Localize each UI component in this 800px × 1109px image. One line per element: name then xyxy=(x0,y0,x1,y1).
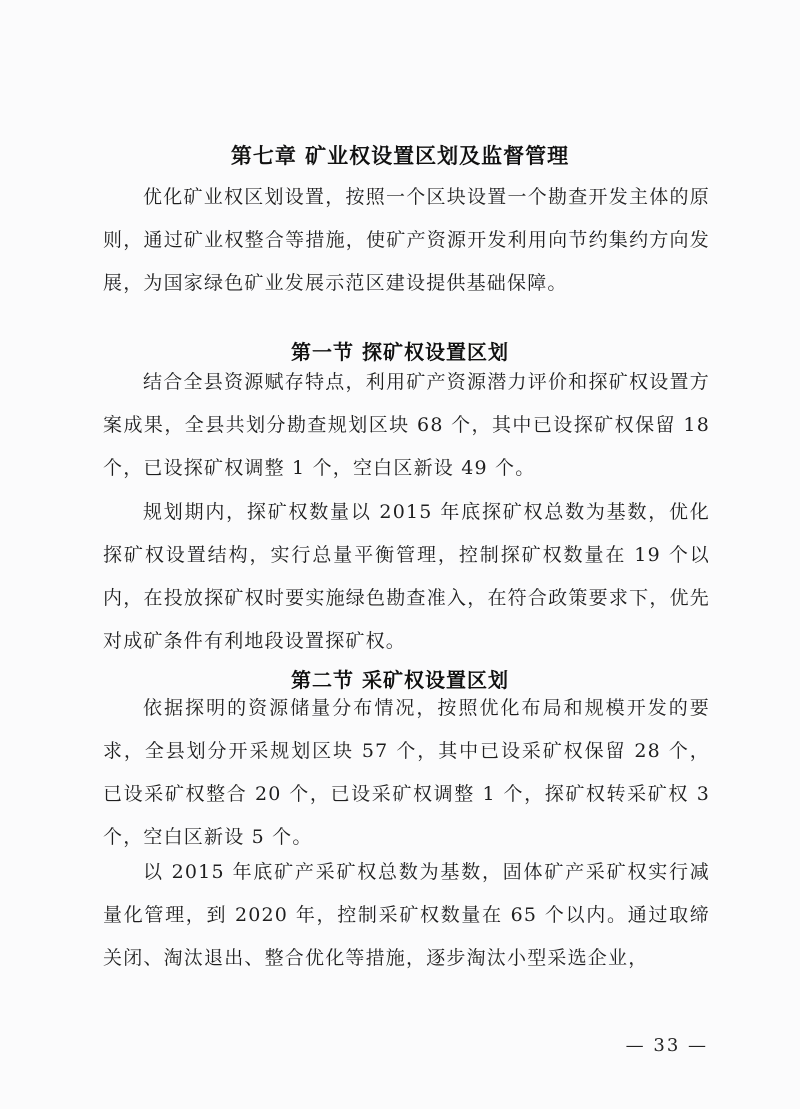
paragraph: 结合全县资源赋存特点，利用矿产资源潜力评价和探矿权设置方案成果，全县共划分勘查规划区块 68 个，其中已设探矿权保留 18 个，已设探矿权调整 1 个，空白区新设 49 个。 xyxy=(103,371,710,479)
chapter-intro-paragraph: 优化矿业权区划设置，按照一个区块设置一个勘查开发主体的原则，通过矿业权整合等措施，使矿产资源开发利用向节约集约方向发展，为国家绿色矿业发展示范区建设提供基础保障。 xyxy=(103,186,710,294)
paragraph: 以 2015 年底矿产采矿权总数为基数，固体矿产采矿权实行减量化管理，到 2020 年，控制采矿权数量在 65 个以内。通过取缔关闭、淘汰退出、整合优化等措施，逐步淘汰小型采选企业， xyxy=(103,861,710,969)
chapter-title: 第七章 矿业权设置区划及监督管理 xyxy=(230,144,570,168)
section-title-exploration: 第一节 探矿权设置区划 xyxy=(291,340,509,364)
paragraph: 规划期内，探矿权数量以 2015 年底探矿权总数为基数，优化探矿权设置结构，实行总量平衡管理，控制探矿权数量在 19 个以内，在投放探矿权时要实施绿色勘查准入，在符合政策要求下，优先对成矿条件有利地段设置探矿权。 xyxy=(103,501,710,652)
paragraph: 依据探明的资源储量分布情况，按照优化布局和规模开发的要求，全县划分开采规划区块 57 个，其中已设采矿权保留 28 个，已设采矿权整合 20 个，已设采矿权调整 1 个，探矿权转采矿权 3 个，空白区新设 5 个。 xyxy=(103,697,710,848)
page-number: — 33 — xyxy=(625,1035,708,1056)
section-title-mining: 第二节 采矿权设置区划 xyxy=(291,668,509,692)
